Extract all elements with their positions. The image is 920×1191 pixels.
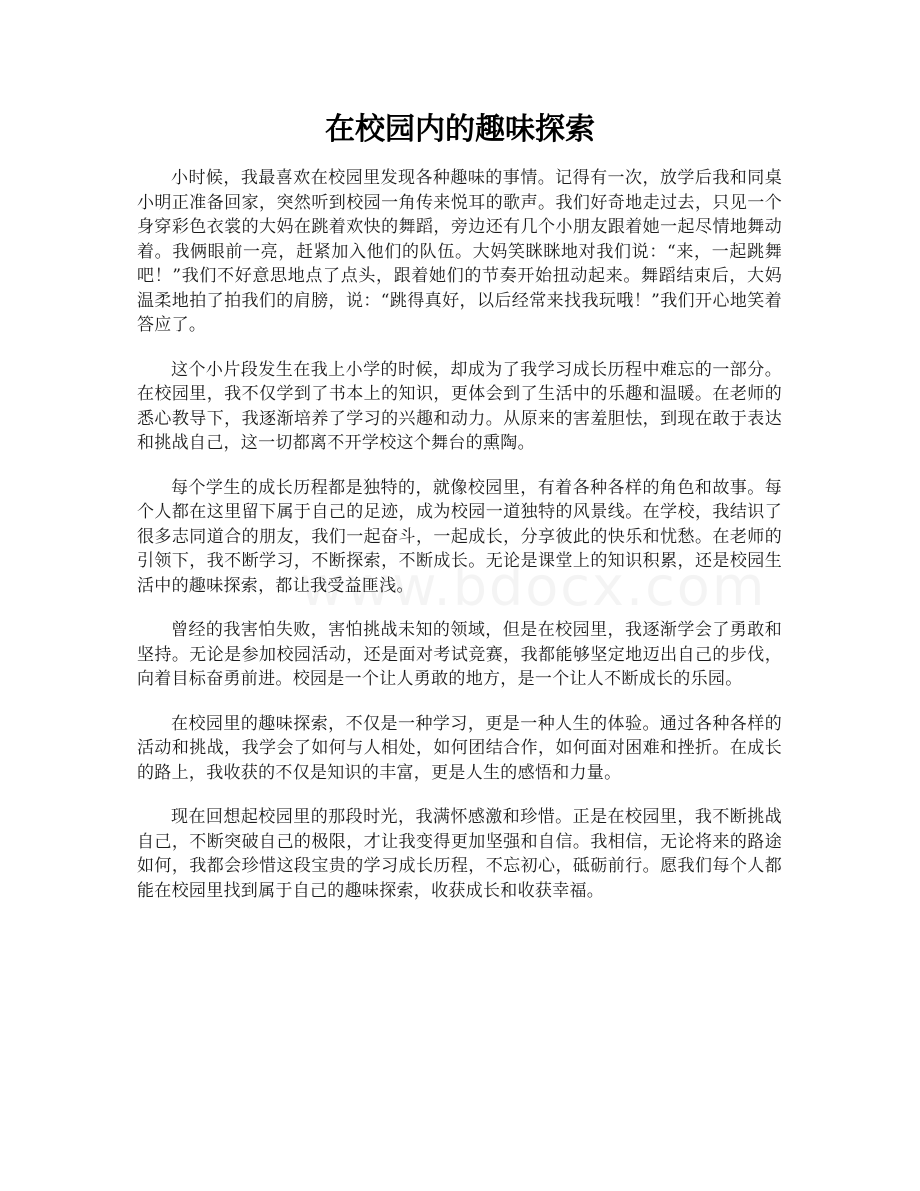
paragraph-6: 现在回想起校园里的那段时光，我满怀感激和珍惜。正是在校园里，我不断挑战自己，不断突破自己的极限，才让我变得更加坚强和自信。我相信，无论将来的路途如何，我都会珍惜这段宝贵的学习成长历程，不忘初心，砥砺前行。愿我们每个人都能在校园里找到属于自己的趣味探索，收获成长和收获幸福。 — [137, 807, 782, 901]
paragraph-3: 每个学生的成长历程都是独特的，就像校园里，有着各种各样的角色和故事。每个人都在这里留下属于自己的足迹，成为校园一道独特的风景线。在学校，我结识了很多志同道合的朋友，我们一起奋斗，一起成长，分享彼此的快乐和忧愁。在老师的引领下，我不断学习，不断探索，不断成长。无论是课堂上的知识积累，还是校园生活中的趣味探索，都让我受益匪浅。 — [137, 477, 782, 596]
paragraph-1: 小时候，我最喜欢在校园里发现各种趣味的事情。记得有一次，放学后我和同桌小明正准备回家，突然听到校园一角传来悦耳的歌声。我们好奇地走过去，只见一个身穿彩色衣裳的大妈在跳着欢快的舞蹈，旁边还有几个小朋友跟着她一起尽情地舞动着。我俩眼前一亮，赶紧加入他们的队伍。大妈笑眯眯地对我们说：“来，一起跳舞吧！”我们不好意思地点了点头，跟着她们的节奏开始扭动起来。舞蹈结束后，大妈温柔地拍了拍我们的肩膀，说：“跳得真好，以后经常来找我玩哦！”我们开心地笑着答应了。 — [137, 168, 782, 335]
paragraph-4: 曾经的我害怕失败，害怕挑战未知的领域，但是在校园里，我逐渐学会了勇敢和坚持。无论是参加校园活动，还是面对考试竞赛，我都能够坚定地迈出自己的步伐，向着目标奋勇前进。校园是一个让人勇敢的地方，是一个让人不断成长的乐园。 — [137, 620, 782, 689]
paragraph-2: 这个小片段发生在我上小学的时候，却成为了我学习成长历程中难忘的一部分。在校园里，我不仅学到了书本上的知识，更体会到了生活中的乐趣和温暖。在老师的悉心教导下，我逐渐培养了学习的兴趣和动力。从原来的害羞胆怯，到现在敢于表达和挑战自己，这一切都离不开学校这个舞台的熏陶。 — [137, 359, 782, 453]
document-body — [137, 166, 782, 923]
document-title: 在校园内的趣味探索 — [325, 112, 595, 147]
paragraph-5: 在校园里的趣味探索，不仅是一种学习，更是一种人生的体验。通过各种各样的活动和挑战，我学会了如何与人相处，如何团结合作，如何面对困难和挫折。在成长的路上，我收获的不仅是知识的丰富，更是人生的感悟和力量。 — [137, 713, 782, 783]
